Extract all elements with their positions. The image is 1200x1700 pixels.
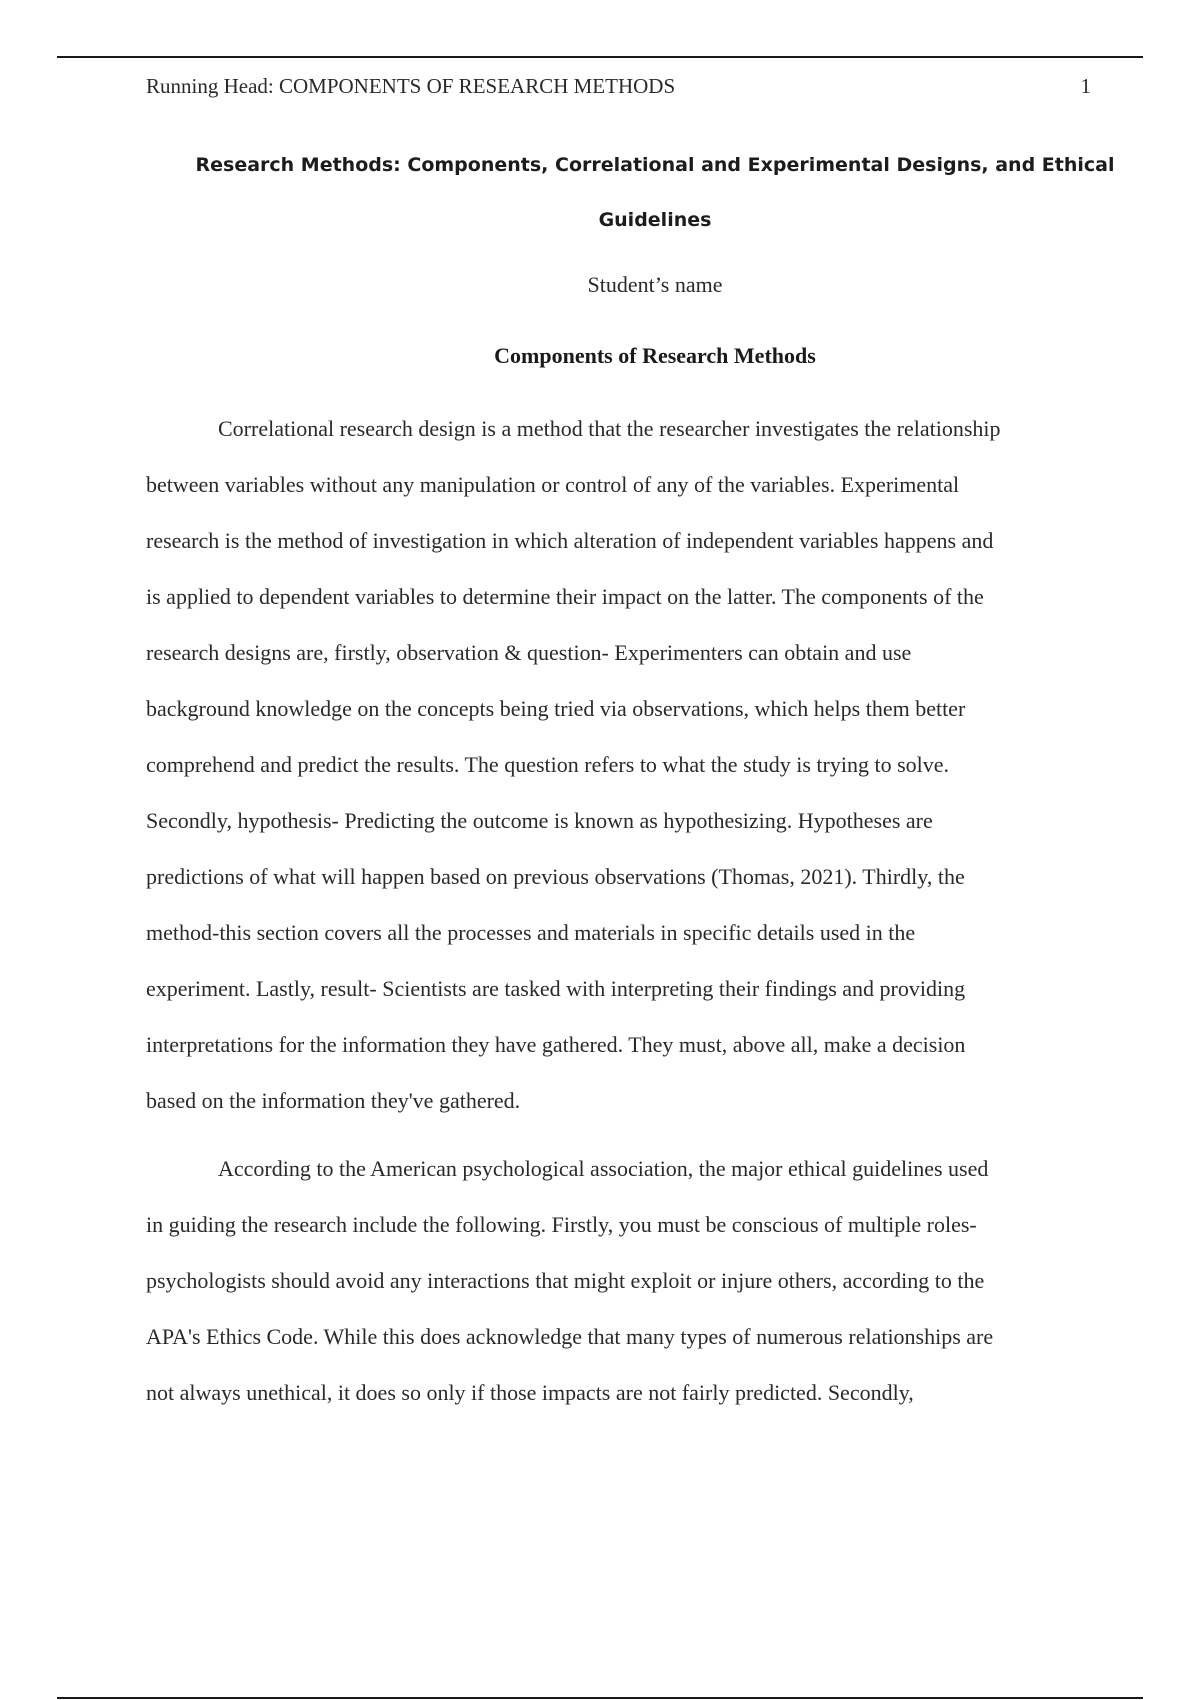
page-number: 1 xyxy=(1080,74,1091,98)
paragraph-line: background knowledge on the concepts being tried via observations, which helps them better xyxy=(146,696,966,721)
paragraph-line: not always unethical, it does so only if those impacts are not fairly predicted. Secondly, xyxy=(146,1380,914,1405)
paragraph-line: According to the American psychological association, the major ethical guidelines used xyxy=(218,1156,989,1181)
paragraph xyxy=(146,401,1086,1129)
paragraph-line: based on the information they've gathered. xyxy=(146,1088,521,1113)
paragraph-line: research designs are, firstly, observation & question- Experimenters can obtain and use xyxy=(146,640,912,665)
paragraph-line: APA's Ethics Code. While this does acknowledge that many types of numerous relationships are xyxy=(146,1324,994,1349)
paragraph-line: comprehend and predict the results. The question refers to what the study is trying to solve. xyxy=(146,752,950,777)
paragraph-line: in guiding the research include the following. Firstly, you must be conscious of multiple roles- xyxy=(146,1212,977,1237)
paragraph-line: Secondly, hypothesis- Predicting the outcome is known as hypothesizing. Hypotheses are xyxy=(146,808,933,833)
paragraph-line: experiment. Lastly, result- Scientists are tasked with interpreting their findings and providing xyxy=(146,976,966,1001)
paragraph-line: predictions of what will happen based on previous observations (Thomas, 2021). Thirdly, the xyxy=(146,864,965,889)
title-line-1: Research Methods: Components, Correlational and Experimental Designs, and Ethical xyxy=(195,154,1115,176)
title-line-2: Guidelines xyxy=(598,209,712,231)
paragraph-line: between variables without any manipulation or control of any of the variables. Experimental xyxy=(146,472,960,497)
document-title xyxy=(146,138,1164,248)
paragraph-line: is applied to dependent variables to determine their impact on the latter. The components of the xyxy=(146,584,984,609)
paragraph-line: Correlational research design is a method that the researcher investigates the relationship xyxy=(218,416,1001,441)
page-header xyxy=(146,70,1091,102)
paragraph-line: interpretations for the information they have gathered. They must, above all, make a decision xyxy=(146,1032,966,1057)
paragraph-line: psychologists should avoid any interactions that might exploit or injure others, according to the xyxy=(146,1268,985,1293)
section-heading: Components of Research Methods xyxy=(494,343,816,368)
student-name: Student’s name xyxy=(587,272,723,297)
running-head: Running Head: COMPONENTS OF RESEARCH METHODS xyxy=(146,74,676,98)
footer-rule xyxy=(57,1697,1143,1699)
paragraph xyxy=(146,1141,1086,1421)
header-rule xyxy=(57,56,1143,58)
paragraph-line: research is the method of investigation in which alteration of independent variables happens and xyxy=(146,528,994,553)
paragraph-line: method-this section covers all the processes and materials in specific details used in the xyxy=(146,920,916,945)
